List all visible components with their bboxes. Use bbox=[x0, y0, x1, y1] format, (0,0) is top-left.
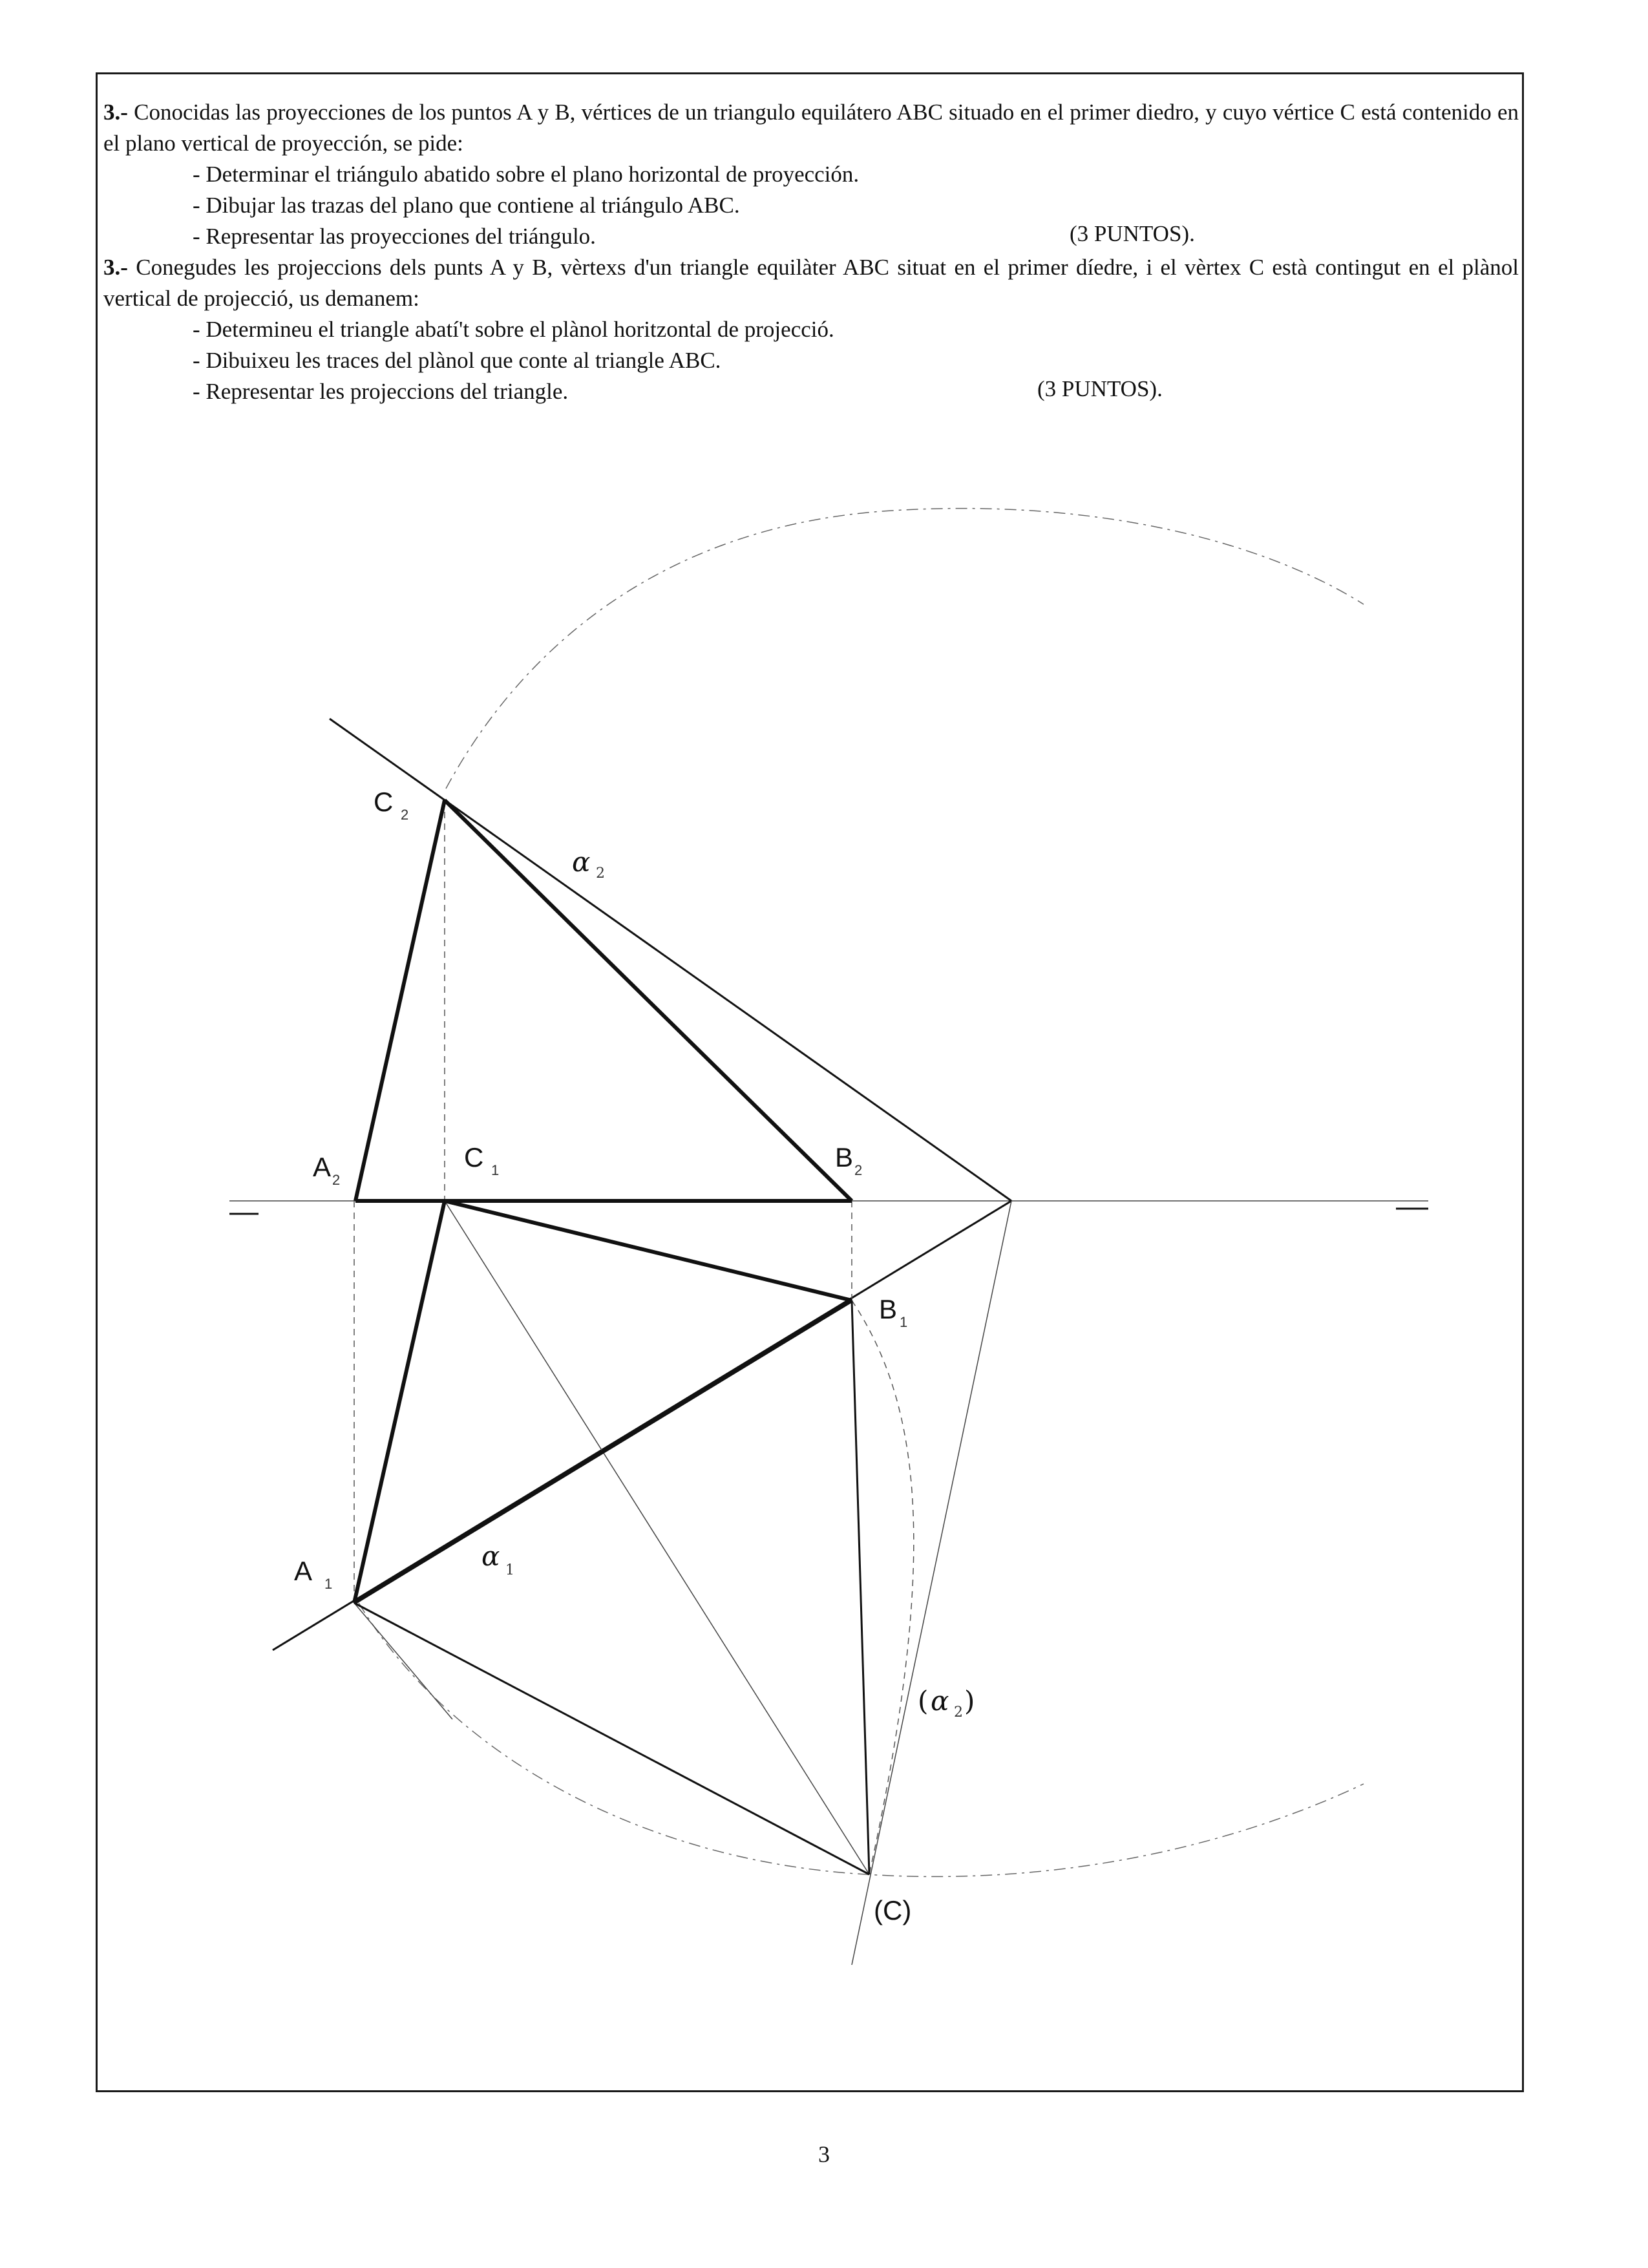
construction-line-a bbox=[354, 1603, 452, 1719]
construction-arc-lower bbox=[359, 1603, 1364, 1876]
exercise-es-item-2: - Dibujar las trazas del plano que contiene al triángulo ABC. bbox=[193, 193, 740, 218]
label-alpha2-sub: 2 bbox=[596, 865, 605, 882]
rotation-axis bbox=[852, 1201, 1011, 1965]
vertical-trace-alpha2 bbox=[330, 719, 1011, 1201]
label-alpha2: α bbox=[572, 846, 591, 878]
edge-a1-b1 bbox=[354, 1300, 852, 1603]
label-b1: B bbox=[879, 1294, 898, 1324]
label-c2: C bbox=[374, 787, 394, 817]
label-alpha2-rotated-close: ) bbox=[964, 1685, 975, 1717]
label-a2: A bbox=[313, 1152, 332, 1182]
exercise-ca-item-3: - Representar les projeccions del triangle. bbox=[193, 379, 569, 404]
label-alpha1: α bbox=[481, 1540, 500, 1572]
edge-a2-c2 bbox=[355, 800, 445, 1201]
edge-c1-b1 bbox=[445, 1201, 852, 1300]
label-alpha1-sub: 1 bbox=[505, 1562, 514, 1578]
label-c1-sub: 1 bbox=[491, 1162, 500, 1178]
label-b2-sub: 2 bbox=[854, 1162, 863, 1178]
label-a1: A bbox=[294, 1556, 313, 1586]
exercise-ca-item-1: - Determineu el triangle abatí't sobre el plànol horitzontal de projecció. bbox=[193, 317, 834, 342]
exercise-es-item-3: - Representar las proyecciones del triángulo. bbox=[193, 224, 596, 249]
label-b2: B bbox=[835, 1142, 854, 1172]
exercise-ca-intro-text: Conegudes les projeccions dels punts A y B, vèrtexs d'un triangle equilàter ABC situat en el primer díedre, i el vèrtex C està contingut en el plànol vertical de projecció, us demanem: bbox=[103, 255, 1519, 311]
exercise-ca-item-2: - Dibuixeu les traces del plànol que conte al triangle ABC. bbox=[193, 348, 721, 373]
label-b1-sub: 1 bbox=[900, 1314, 908, 1330]
construction-arc-upper bbox=[446, 509, 1364, 789]
horizontal-trace-alpha1 bbox=[273, 1201, 1011, 1650]
label-alpha2-rotated-sub: 2 bbox=[954, 1704, 963, 1721]
abatido-edge-a-c bbox=[354, 1603, 869, 1874]
label-alpha2-rotated-open: ( bbox=[918, 1685, 929, 1717]
label-a1-sub: 1 bbox=[324, 1576, 333, 1592]
exercise-ca-points: (3 PUNTOS). bbox=[1037, 376, 1163, 401]
edge-c2-b2 bbox=[445, 800, 852, 1201]
label-alpha2-rotated: α bbox=[931, 1685, 949, 1717]
exercise-es-intro-text: Conocidas las proyecciones de los puntos A y B, vértices de un triangulo equilátero ABC situado en el primer diedro, y cuyo vértice C está contenido en el plano vertical de proyección, se pide: bbox=[103, 100, 1519, 156]
abatido-edge-b-c bbox=[852, 1300, 869, 1874]
label-c2-sub: 2 bbox=[401, 807, 409, 823]
label-c-rotated: (C) bbox=[874, 1895, 912, 1925]
edge-c1-a1 bbox=[354, 1201, 445, 1603]
exercise-es-item-1: - Determinar el triángulo abatido sobre el plano horizontal de proyección. bbox=[193, 162, 860, 187]
exercise-ca-number: 3.- bbox=[103, 255, 128, 280]
exercise-es-points: (3 PUNTOS). bbox=[1070, 221, 1195, 246]
label-c1: C bbox=[464, 1142, 484, 1172]
page-number: 3 bbox=[818, 2141, 830, 2167]
construction-line-c1-c bbox=[445, 1201, 869, 1874]
label-a2-sub: 2 bbox=[332, 1172, 341, 1188]
exercise-es-number: 3.- bbox=[103, 100, 128, 125]
